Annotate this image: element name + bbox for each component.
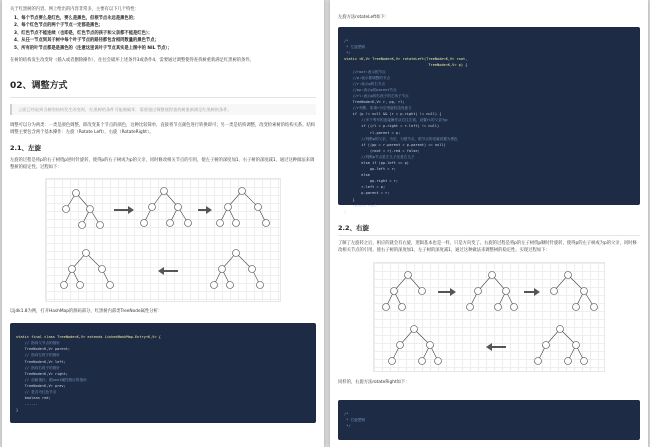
code-line: } — [16, 408, 19, 413]
divider — [10, 97, 316, 98]
code-line: /* — [344, 412, 349, 417]
intro-text: 关于红黑树的内容，网上给出的内容非常多，主要有以下几个特性： — [10, 7, 139, 12]
code-line: //判断p节点是左儿子还是右儿子 — [344, 154, 415, 159]
code-line: */ — [344, 51, 351, 56]
rotate-right-method-title: 同样的，右旋方法rotateRight如下： — [338, 380, 410, 385]
code-line: //root:表示根节点 — [344, 69, 386, 74]
divider — [338, 235, 640, 236]
subsection-title-right-rotate: 2.2、右旋 — [338, 224, 370, 232]
code-line: * 左旋逻辑 — [344, 45, 365, 50]
code-line: } — [344, 209, 347, 214]
tree-rotation-svg — [46, 179, 282, 303]
adjust-description: 调整可以分为两类：一类是颜色调整，即改变某个节点的颜色，这种比较简单，直接将节点颜色进行转换即可；另一类是结构调整，改变检索树的结构关系。结构调整主要包含两个基本操作：左旋（Rotate Left），右旋（RotateRight）。 — [10, 123, 316, 136]
subsection-title-left-rotate: 2.1、左旋 — [10, 144, 42, 153]
section-title: 02、调整方式 — [10, 81, 68, 92]
code-block-rotate-right — [338, 400, 640, 440]
code-line: /* — [344, 39, 349, 44]
code-line: p.parent = r; — [344, 191, 390, 196]
code-line: // 是否为红色节点 — [16, 389, 57, 394]
code-line: else — [344, 173, 370, 178]
code-line: r.left = p; — [344, 185, 386, 190]
code-line: // 指向左孩子的指针 — [16, 353, 60, 358]
code-line: TreeNode<K,V> right; — [16, 371, 68, 376]
code-line: return root; — [344, 203, 379, 208]
code-line: //r:表示p的右节点 — [344, 81, 386, 86]
code-line: (root = r).red = false; — [344, 148, 420, 153]
code-line: //r判断，如果r为空则旋转没有意义 — [344, 106, 412, 111]
right-rotate-diagram — [373, 262, 605, 372]
left-rotate-diagram — [45, 178, 281, 302]
code-line: TreeNode<K,V> left; — [16, 359, 66, 364]
code-block-treenode — [10, 323, 316, 423]
document-page-right — [330, 0, 648, 447]
code-line: pp.right = r; — [344, 179, 399, 184]
code-line: * 右旋逻辑 — [344, 418, 365, 423]
rotate-left-method-title: 左旋方法rotateLeft如下： — [338, 15, 390, 20]
code-line: TreeNode<K,V> parent; — [16, 347, 71, 352]
property-item: 5、所有的叶节点都是是黑色的（注意这里说叶子节点其实是上图中的 NIL 节点）； — [14, 45, 172, 51]
code-line: boolean red; — [16, 396, 51, 401]
code-line: static final class TreeNode<K,V> extends LinkedHashMap.Entry<K,V> { — [16, 335, 161, 340]
code-line: //判断p的父亲，为空，为根节点，根节点的话就设置为黑色 — [344, 136, 458, 141]
code-line: pp.left = r; — [344, 167, 396, 172]
code-line: ...... — [16, 402, 38, 407]
code-line: else if (pp.left == p) — [344, 160, 409, 165]
structure-change-text: 在树的结构发生改变时（插入或者删除操作），往往会破坏上述条件3或条件4，需要通过调整使得查找树重新满足红黑树的条件。 — [10, 58, 254, 64]
code-line: // 前驱指针，跟next属性相反的指向 — [16, 377, 87, 382]
code-line: // 指向父节点的指针 — [16, 341, 60, 346]
right-rotate-description: 了解了左旋转之后，相应的就会有右旋，逻辑基本也是一样，只是方向变了。右旋的过程是将p的左子树绕p顺时针旋转，使得p的左子树成为p的父亲，同时修改相关节点的引用，使右子树的深度加1，左子树的深度减1，通过这种做法来调整树的稳定性。实现过程如下： — [338, 241, 637, 253]
property-item: 3、红色节点不能连续（也即是，红色节点的孩子和父亲都不能是红色）； — [14, 30, 153, 36]
tree-rotation-svg — [374, 263, 606, 373]
code-line: rl.parent = p; — [344, 130, 401, 135]
blockquote: 上面已经说到当树的结构发生改变时，红黑树的条件可能被破坏，需要通过调整使得查找树重新满足红黑树的条件。 — [10, 104, 316, 115]
code-line: TreeNode<K,V> p) { — [344, 63, 468, 68]
code-line: if ((rl = p.right = r.left) != null) — [344, 124, 440, 129]
code-line: //pp:表示p的parent节点 — [344, 87, 397, 92]
left-rotate-description: 左旋的过程是将p的右子树绕p逆时针旋转，使得p的右子树成为p的父亲，同时修改相关节点的引用，使左子树的深度加1，右子树的深度减1，通过这种做法来调整树的稳定性。过程如下： — [10, 158, 315, 171]
property-item: 4、从任一节点到其子树中每个叶子节点的路径都包含相同数量的黑色节点； — [14, 38, 159, 44]
code-line: if ((pp = r.parent = p.parent) == null) — [344, 142, 446, 147]
code-line: //rl:表示p的右孩子的左孩子节点 — [344, 93, 409, 98]
code-line: TreeNode<K,V> r, pp, rl; — [344, 100, 405, 105]
properties-list — [10, 15, 316, 52]
jdk-note: 以jdk1.8为例，打开HashMap的源码部分，红黑树内部类TreeNode属性分析： — [10, 309, 163, 315]
code-line: if (p != null && (r = p.right) != null) { — [344, 112, 442, 117]
code-block-rotate-left — [338, 27, 640, 214]
code-line: */ — [344, 424, 351, 429]
code-line: // 指向右孩子的指针 — [16, 365, 60, 370]
code-line: static <K,V> TreeNode<K,V> rotateLeft(TreeNode<K,V> root, — [344, 57, 468, 62]
document-page-left — [2, 0, 324, 447]
code-line: } — [344, 197, 355, 202]
code-line: //多个等号的连接操作从右往左看，设置rl的父亲为p — [344, 118, 448, 123]
code-line: //p:表示要调整的节点 — [344, 75, 391, 80]
code-line: TreeNode<K,V> prev; — [16, 383, 66, 388]
property-item: 2、每个红色节点的两个子节点一定都是黑色； — [14, 23, 103, 29]
property-item: 1、每个节点要么是红色，要么是黑色，但根节点永远是黑色的； — [14, 16, 138, 21]
